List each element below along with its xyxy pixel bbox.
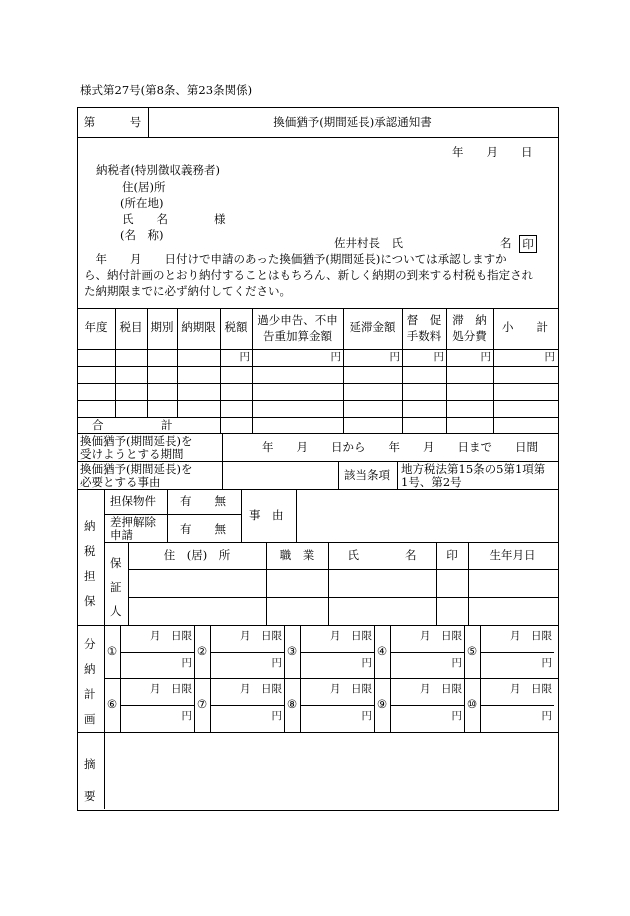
- installment-date-5: 月 日限: [510, 630, 552, 642]
- col-delinquency: 延滞金額: [349, 320, 396, 334]
- installment-number-8: ⑧: [286, 697, 298, 711]
- col-due-date: 納期限: [181, 320, 216, 334]
- article-line-1: 地方税法第15条の5第1項第: [401, 462, 546, 476]
- collateral-item-label: 担保物件: [110, 494, 156, 508]
- yen-subtotal: 円: [544, 351, 555, 363]
- seizure-release-label-1: 差押解除: [110, 515, 156, 529]
- yen-disposition: 円: [480, 351, 491, 363]
- guarantor-col-seal: 印: [446, 548, 458, 562]
- name-alt-label: (名 称): [120, 228, 164, 242]
- article-label: 該当条項: [344, 468, 390, 482]
- installment-number-10: ⑩: [466, 697, 478, 711]
- issuer-title: 佐井村長 氏: [334, 236, 403, 250]
- installment-date-3: 月 日限: [330, 630, 372, 642]
- remarks-label: 摘要: [84, 757, 96, 803]
- col-reminder-line2: 手数料: [406, 329, 442, 343]
- installment-yen-3: 円: [361, 657, 372, 669]
- installment-number-2: ②: [196, 644, 208, 658]
- installment-date-10: 月 日限: [510, 683, 552, 695]
- guarantor-col-name: 氏 名: [347, 548, 417, 562]
- seizure-release-value: 有 無: [180, 522, 226, 536]
- guarantor-col-address: 住 (居) 所: [163, 548, 231, 562]
- installment-number-7: ⑦: [196, 697, 208, 711]
- form-id: 様式第27号(第8条、第23条関係): [80, 83, 253, 97]
- installment-yen-5: 円: [541, 657, 552, 669]
- issue-date: 年 月 日: [452, 145, 533, 159]
- yen-delinquency: 円: [389, 351, 400, 363]
- installment-date-7: 月 日限: [240, 683, 282, 695]
- reason-label-2: 必要とする事由: [80, 475, 161, 489]
- installment-yen-9: 円: [451, 710, 462, 722]
- installment-date-8: 月 日限: [330, 683, 372, 695]
- seal-box: 印: [519, 235, 537, 253]
- col-tax-type: 税目: [119, 320, 143, 334]
- guarantor-col-birthdate: 生年月日: [489, 548, 536, 562]
- article-line-2: 1号、第2号: [401, 475, 462, 489]
- guarantor-col-occupation: 職 業: [279, 548, 315, 562]
- notice-number-label: 第 号: [83, 115, 142, 129]
- col-period: 期別: [150, 320, 174, 334]
- installment-date-1: 月 日限: [150, 630, 192, 642]
- installment-yen-8: 円: [361, 710, 372, 722]
- col-reminder-line1: 督 促: [406, 313, 442, 327]
- collateral-section-label: 納税担保: [84, 519, 96, 608]
- collateral-reason-label: 事 由: [249, 508, 284, 522]
- installment-yen-1: 円: [181, 657, 192, 669]
- body-line-1: 年 月 日付けで申請のあった換価猶予(期間延長)については承認しますか: [84, 252, 507, 266]
- seizure-release-label-2: 申請: [110, 528, 133, 542]
- col-penalty-line2: 告重加算金額: [263, 329, 332, 343]
- installment-yen-7: 円: [271, 710, 282, 722]
- installment-date-2: 月 日限: [240, 630, 282, 642]
- col-subtotal: 小 計: [502, 320, 548, 334]
- reason-label-1: 換価猶予(期間延長)を: [80, 462, 193, 476]
- document-title: 換価猶予(期間延長)承認通知書: [273, 115, 432, 129]
- issuer-name-suffix: 名: [500, 236, 512, 250]
- total-label: 合 計: [92, 418, 173, 432]
- collateral-item-value: 有 無: [180, 494, 226, 508]
- guarantor-label: 保証人: [110, 556, 122, 618]
- installment-number-5: ⑤: [466, 644, 478, 658]
- installment-yen-2: 円: [271, 657, 282, 669]
- installment-date-9: 月 日限: [420, 683, 462, 695]
- col-disposition-line1: 滞 納: [452, 313, 487, 327]
- location-label: (所在地): [120, 196, 164, 210]
- installment-number-3: ③: [286, 644, 298, 658]
- yen-tax: 円: [239, 351, 250, 363]
- yen-reminder: 円: [433, 351, 444, 363]
- installment-number-1: ①: [106, 644, 118, 658]
- installment-date-6: 月 日限: [150, 683, 192, 695]
- col-year: 年度: [84, 320, 108, 334]
- installment-date-4: 月 日限: [420, 630, 462, 642]
- period-label-1: 換価猶予(期間延長)を: [80, 434, 193, 448]
- name-label: 氏 名 様: [122, 212, 226, 226]
- installment-number-6: ⑥: [106, 697, 118, 711]
- payment-plan-label: 分納計画: [84, 637, 96, 726]
- col-tax-amount: 税額: [224, 320, 248, 334]
- installment-yen-6: 円: [181, 710, 192, 722]
- installment-number-9: ⑨: [376, 697, 388, 711]
- address-label: 住(居)所: [122, 180, 166, 194]
- body-line-3: た納期限までに必ず納付してください。: [84, 284, 291, 298]
- yen-penalty: 円: [330, 351, 341, 363]
- installment-yen-4: 円: [451, 657, 462, 669]
- col-disposition-line2: 処分費: [452, 329, 487, 343]
- installment-number-4: ④: [376, 644, 388, 658]
- period-value: 年 月 日から 年 月 日まで 日間: [262, 440, 538, 454]
- taxpayer-label: 納税者(特別徴収義務者): [96, 163, 220, 177]
- col-penalty-line1: 過少申告、不申: [257, 313, 338, 327]
- installment-yen-10: 円: [541, 710, 552, 722]
- body-line-2: ら、納付計画のとおり納付することはもちろん、新しく納期の到来する村税も指定され: [84, 268, 534, 282]
- period-label-2: 受けようとする期間: [80, 447, 184, 461]
